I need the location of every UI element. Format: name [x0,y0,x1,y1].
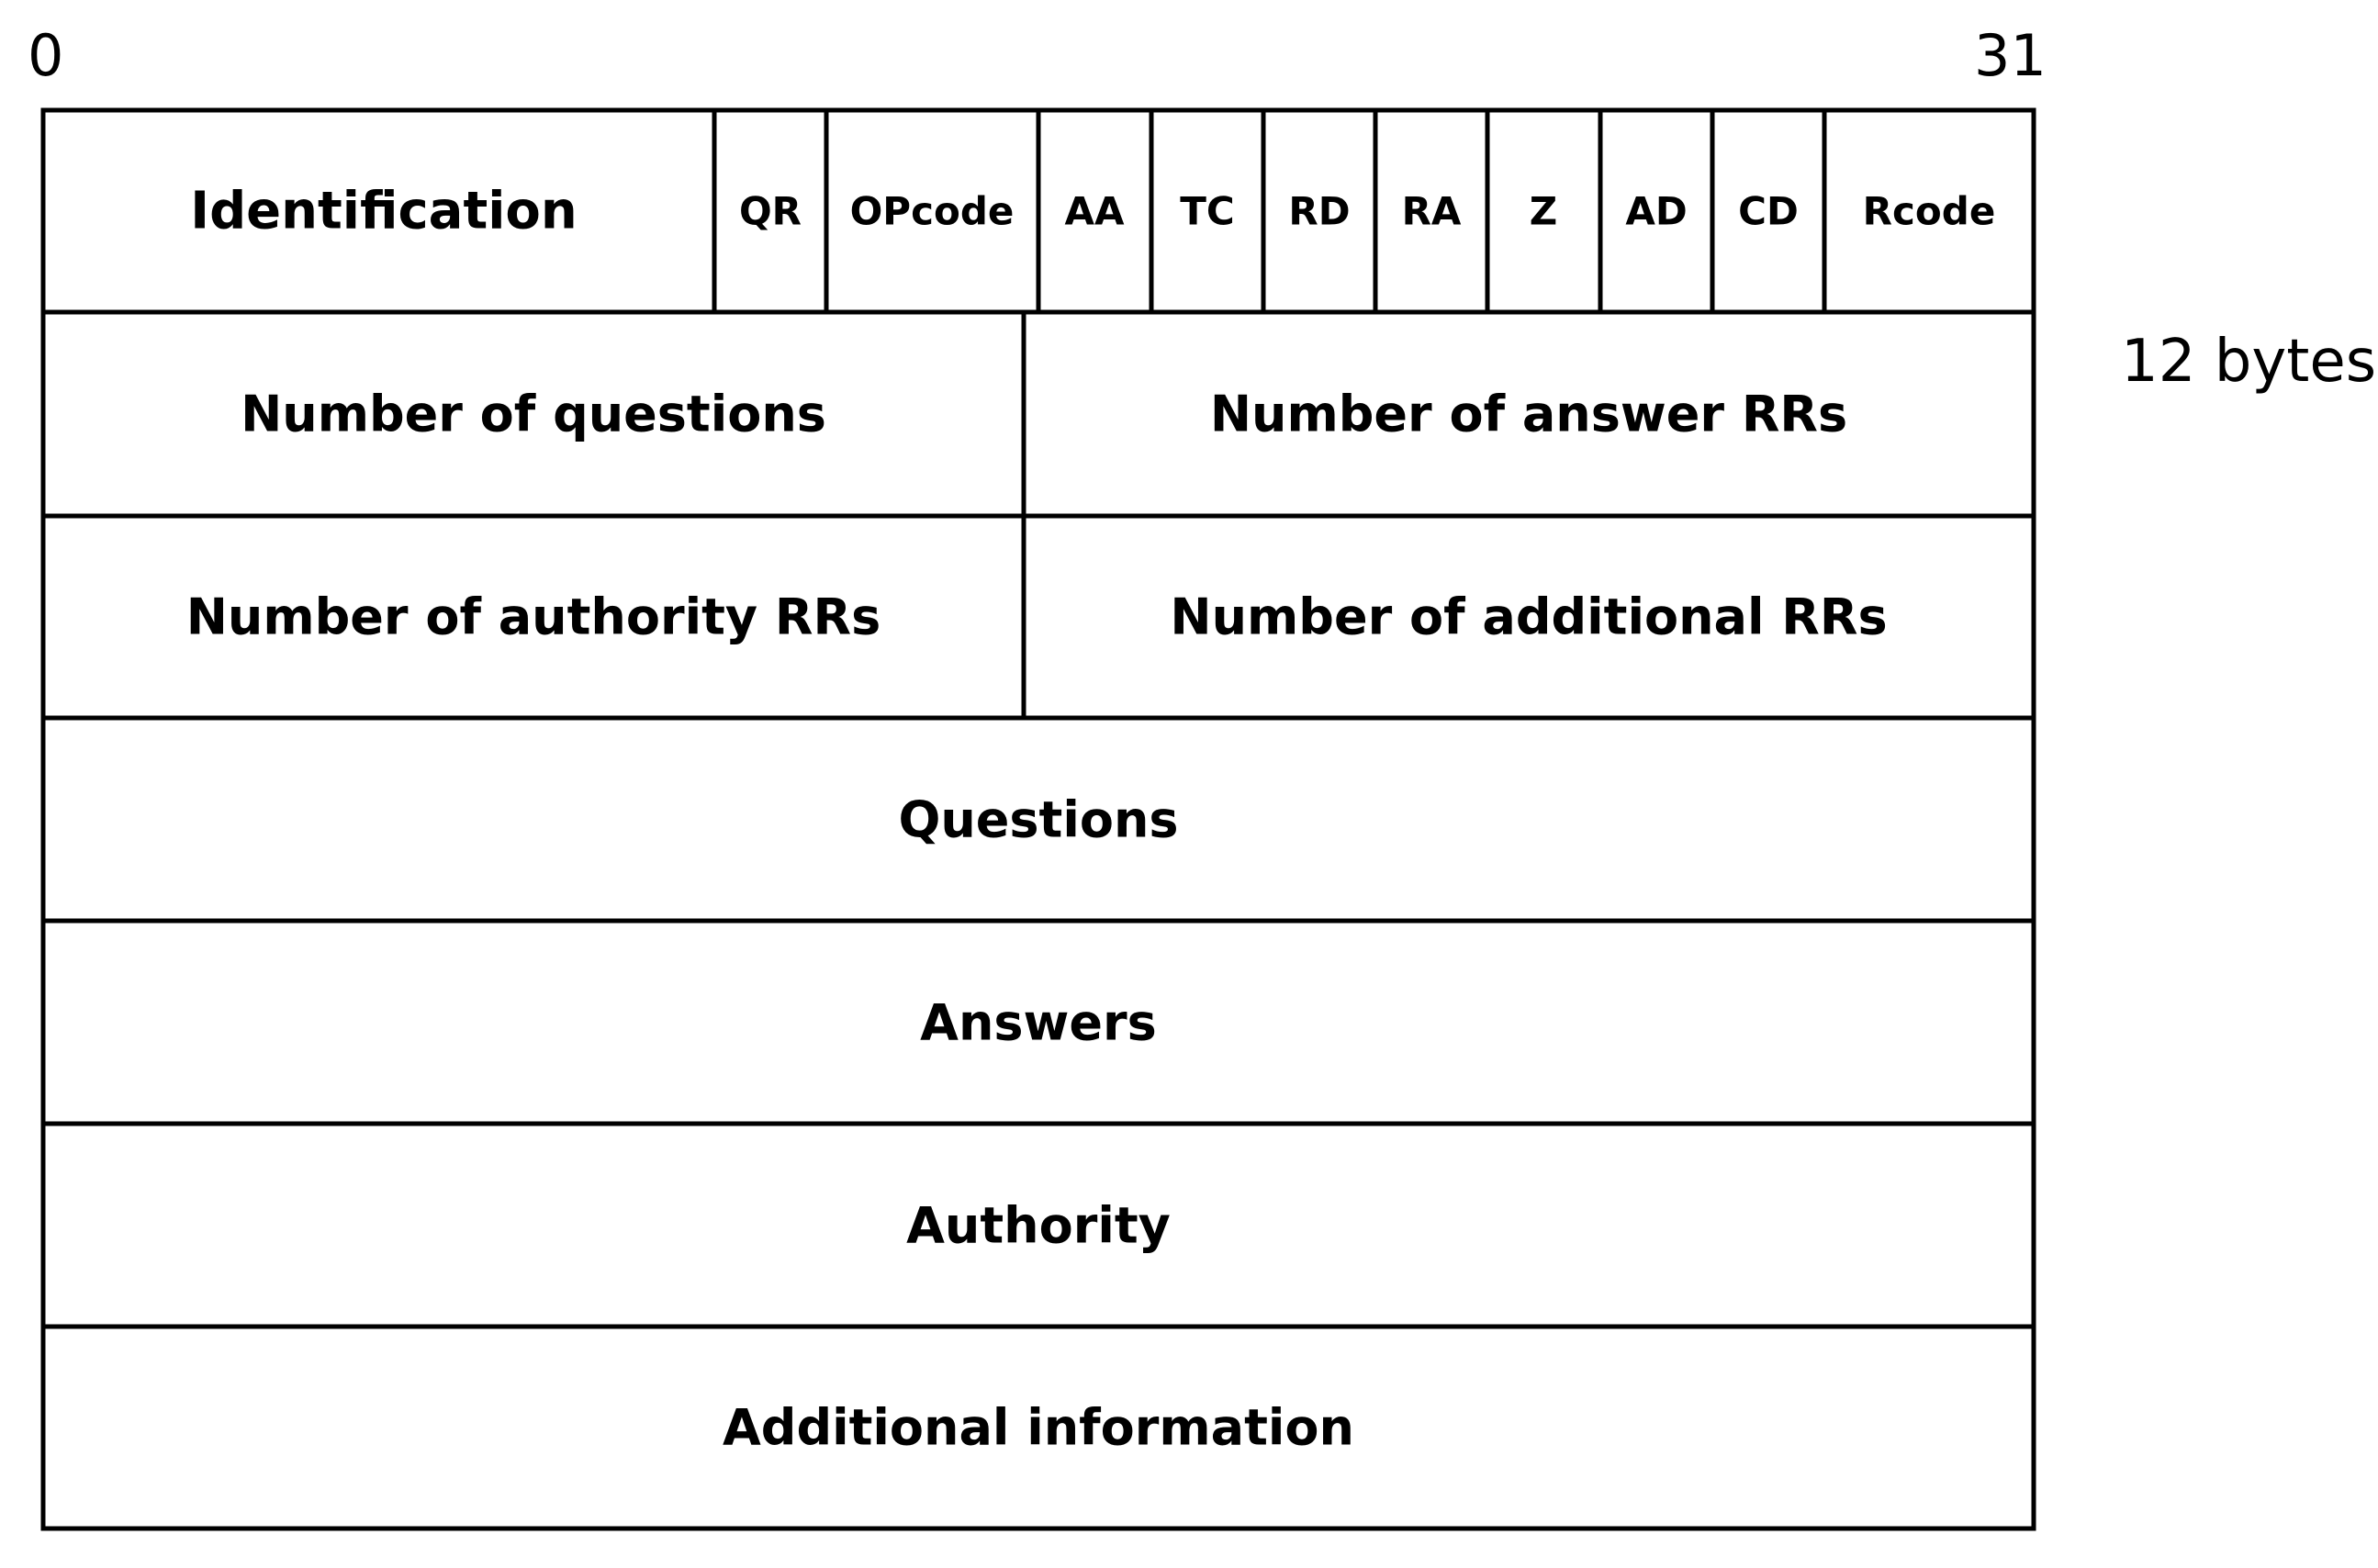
rd-flag: RD [1288,188,1351,234]
identification-field: Identification [190,181,578,241]
ad-flag: AD [1625,188,1688,234]
cd-flag: CD [1738,188,1799,234]
aa-flag: AA [1064,188,1125,234]
tc-flag: TC [1180,188,1235,234]
answers-section: Answers [920,993,1157,1052]
additional-information-section: Additional information [723,1398,1354,1457]
opcode-flag: OPcode [849,188,1015,234]
authority-section: Authority [906,1196,1171,1255]
question-count-field: Number of questions [241,385,826,443]
rcode-flag: Rcode [1862,188,1996,234]
ra-flag: RA [1401,188,1462,234]
qr-flag: QR [738,188,802,234]
authority-count-field: Number of authority RRs [185,588,881,646]
additional-count-field: Number of additional RRs [1170,588,1888,646]
questions-section: Questions [898,790,1179,849]
header-size-note: 12 bytes [2121,328,2377,396]
z-flag: Z [1529,188,1558,234]
bit-end-label: 31 [1974,22,2047,89]
bit-start-label: 0 [28,22,64,89]
answer-count-field: Number of answer RRs [1209,385,1848,443]
